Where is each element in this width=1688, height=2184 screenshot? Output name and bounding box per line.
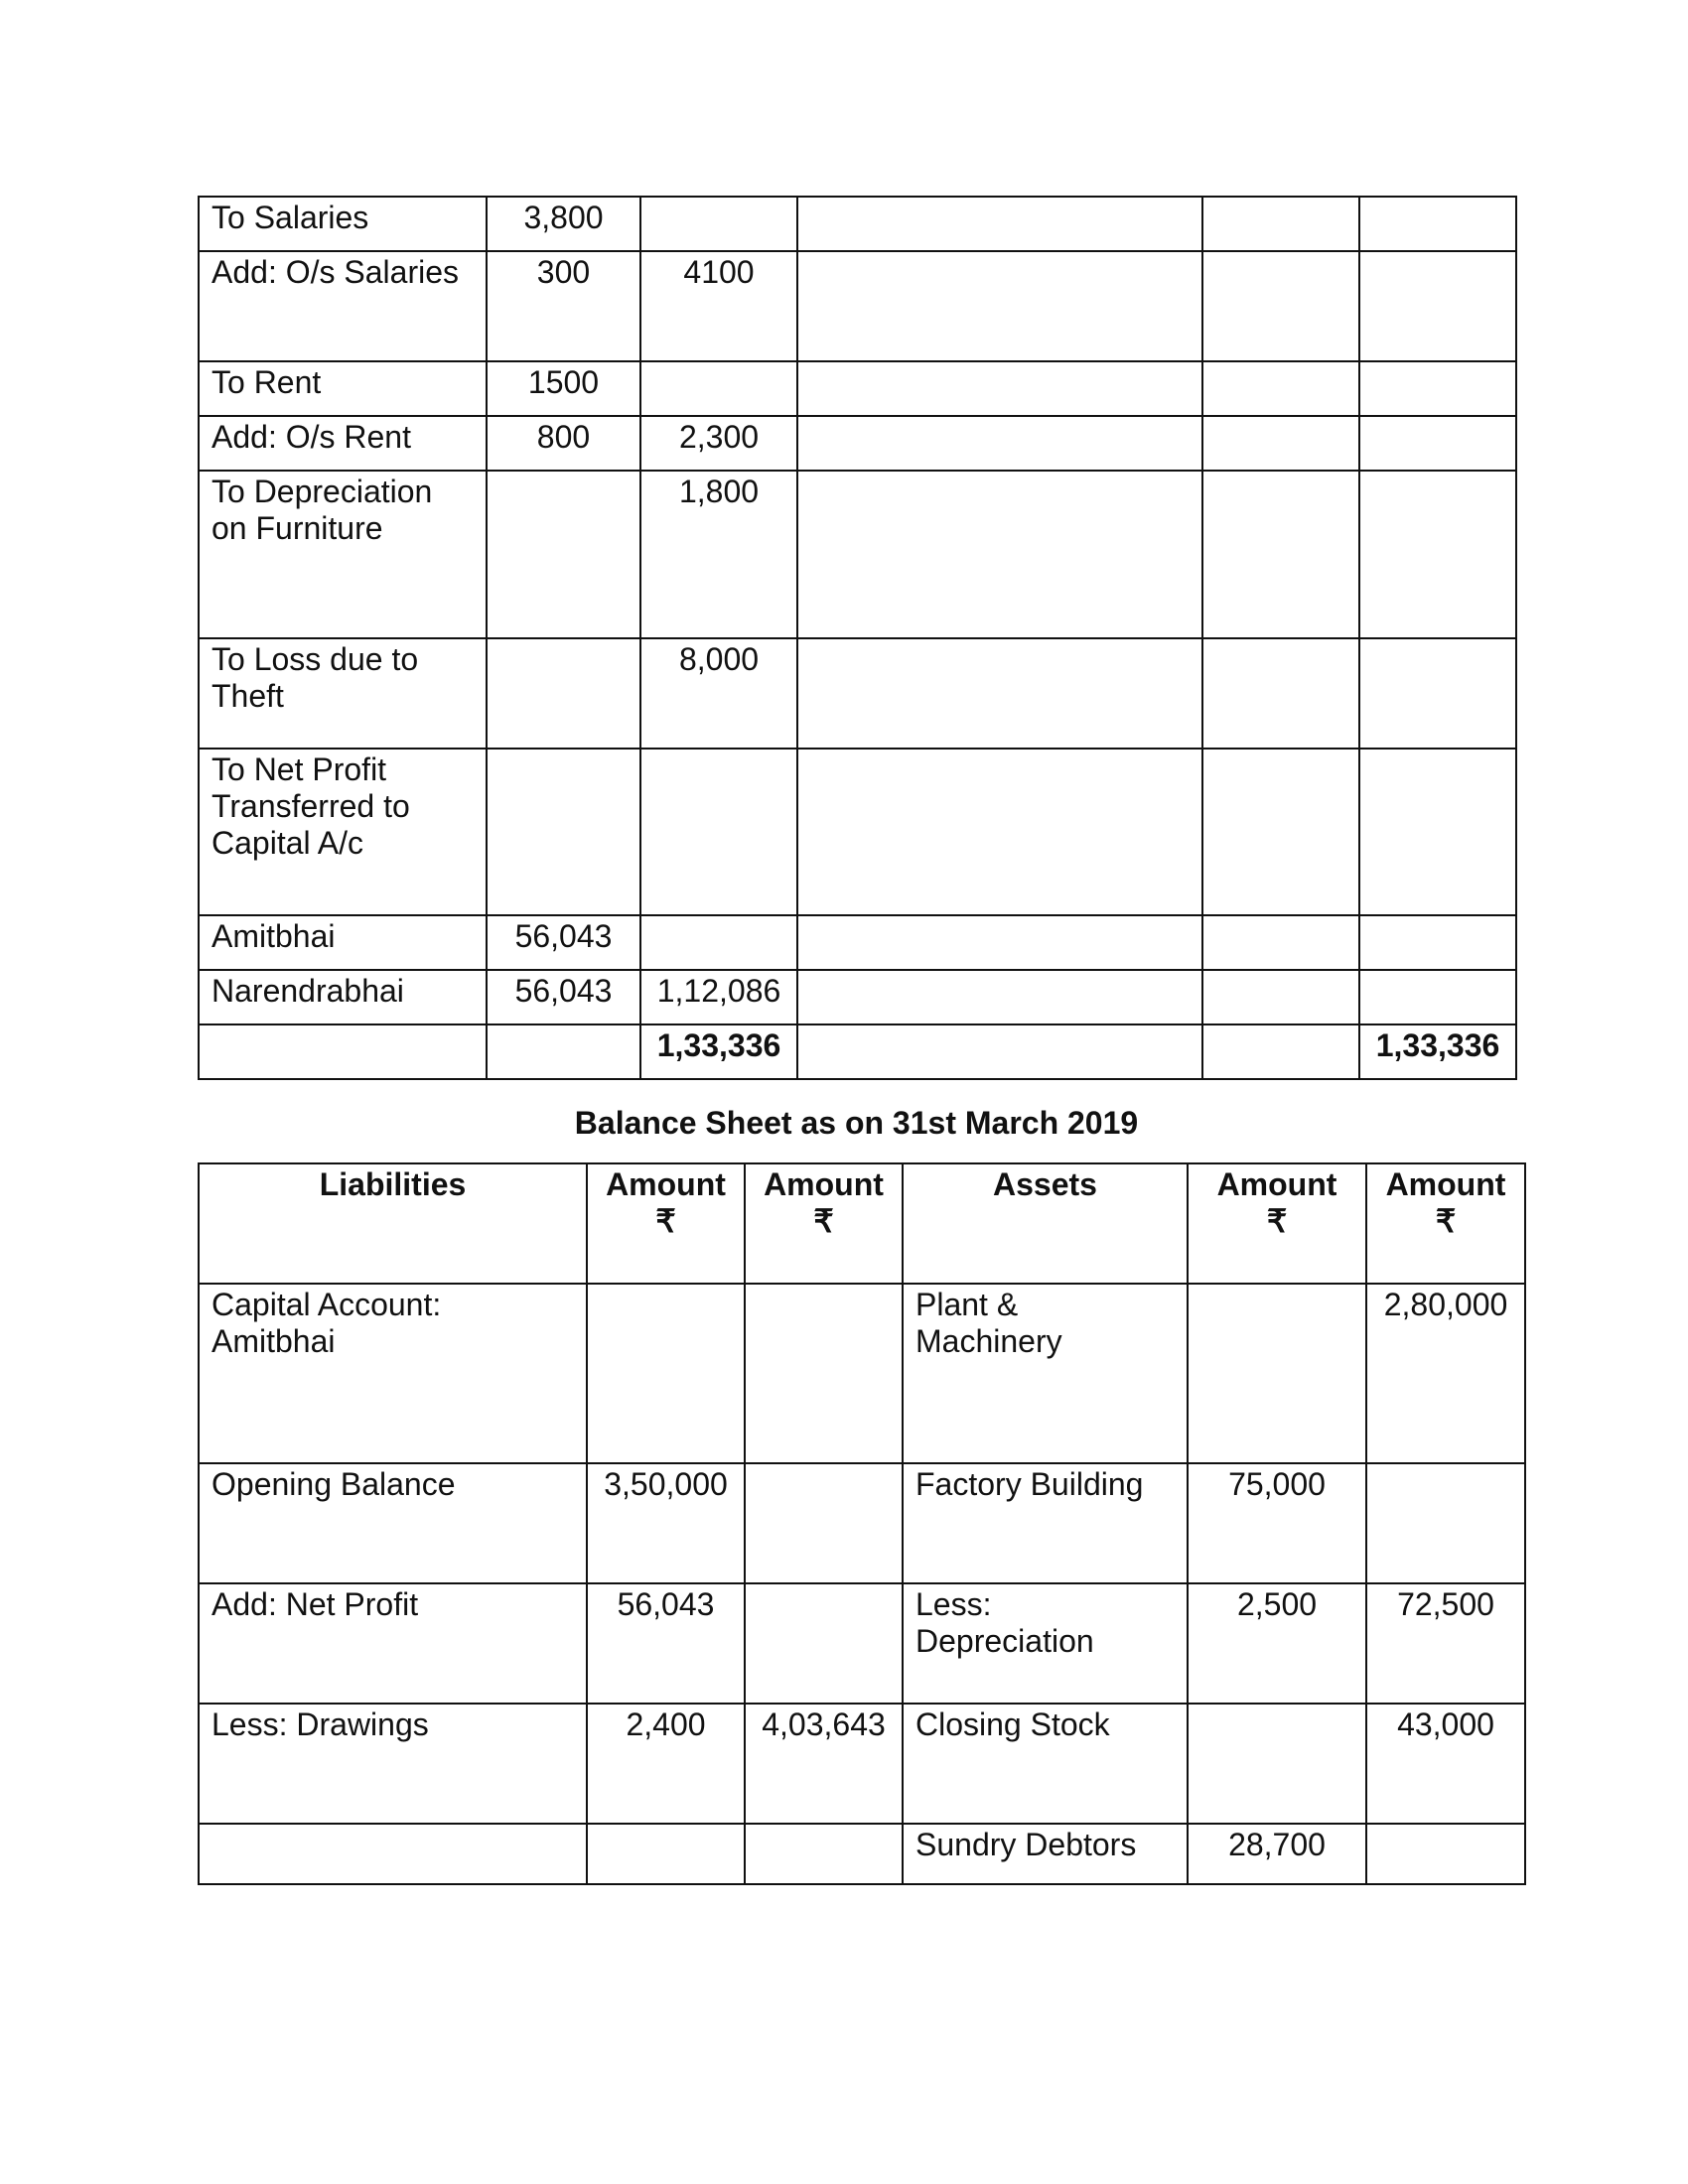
total-row (199, 1024, 1516, 1079)
amount-header: Amount ₹ (587, 1163, 745, 1284)
empty-cell (1359, 638, 1516, 749)
amount-cell: 2,80,000 (1366, 1284, 1525, 1463)
assets-header: Assets (903, 1163, 1188, 1284)
empty-cell (1202, 638, 1359, 749)
particulars-cell: To Salaries (199, 197, 487, 251)
amount-cell: 56,043 (487, 970, 640, 1024)
asset-cell: Factory Building (903, 1463, 1188, 1583)
profit-loss-table (198, 196, 1517, 1080)
amount-header: Amount ₹ (745, 1163, 903, 1284)
empty-cell (1359, 361, 1516, 416)
amount-cell: 75,000 (1188, 1463, 1366, 1583)
empty-cell (1202, 1024, 1359, 1079)
amount-cell: 1500 (487, 361, 640, 416)
amount-cell (1188, 1284, 1366, 1463)
empty-cell (797, 416, 1202, 471)
amount-cell: 2,500 (1188, 1583, 1366, 1704)
empty-cell (1359, 749, 1516, 915)
total-right-cell: 1,33,336 (1359, 1024, 1516, 1079)
table-row (199, 638, 1516, 749)
amount-header: Amount ₹ (1366, 1163, 1525, 1284)
empty-cell (797, 638, 1202, 749)
amount-cell (1366, 1824, 1525, 1884)
amount-cell: 800 (487, 416, 640, 471)
empty-cell (1202, 416, 1359, 471)
asset-cell: Plant & Machinery (903, 1284, 1188, 1463)
liability-cell (199, 1824, 587, 1884)
empty-cell (1202, 197, 1359, 251)
table-row (199, 1284, 1525, 1463)
particulars-cell: To Depreciation on Furniture (199, 471, 487, 638)
amount-cell: 2,300 (640, 416, 797, 471)
empty-cell (797, 251, 1202, 361)
amount-cell: 56,043 (487, 915, 640, 970)
amount-cell: 28,700 (1188, 1824, 1366, 1884)
amount-cell (745, 1824, 903, 1884)
amount-header: Amount ₹ (1188, 1163, 1366, 1284)
table-row (199, 749, 1516, 915)
liabilities-header: Liabilities (199, 1163, 587, 1284)
amount-cell (640, 197, 797, 251)
empty-cell (1359, 251, 1516, 361)
amount-cell (1188, 1704, 1366, 1824)
empty-cell (1359, 970, 1516, 1024)
table-row (199, 471, 1516, 638)
amount-cell: 4,03,643 (745, 1704, 903, 1824)
amount-cell: 4100 (640, 251, 797, 361)
table-row (199, 1583, 1525, 1704)
amount-cell: 2,400 (587, 1704, 745, 1824)
empty-cell (1359, 915, 1516, 970)
table-row (199, 1463, 1525, 1583)
empty-cell (797, 471, 1202, 638)
amount-cell (1366, 1463, 1525, 1583)
asset-cell: Closing Stock (903, 1704, 1188, 1824)
empty-cell (1202, 471, 1359, 638)
table-row (199, 361, 1516, 416)
amount-cell (745, 1284, 903, 1463)
header-row (199, 1163, 1525, 1284)
empty-cell (487, 1024, 640, 1079)
amount-cell (487, 749, 640, 915)
particulars-cell: To Net Profit Transferred to Capital A/c (199, 749, 487, 915)
liability-cell: Capital Account: Amitbhai (199, 1284, 587, 1463)
amount-cell (745, 1583, 903, 1704)
table-row (199, 197, 1516, 251)
amount-cell: 43,000 (1366, 1704, 1525, 1824)
empty-cell (1202, 361, 1359, 416)
empty-cell (1359, 197, 1516, 251)
table-row (199, 416, 1516, 471)
amount-cell: 300 (487, 251, 640, 361)
liability-cell: Add: Net Profit (199, 1583, 587, 1704)
particulars-cell: Narendrabhai (199, 970, 487, 1024)
amount-cell: 8,000 (640, 638, 797, 749)
amount-cell: 3,50,000 (587, 1463, 745, 1583)
amount-cell (745, 1463, 903, 1583)
particulars-cell: Amitbhai (199, 915, 487, 970)
amount-cell (640, 361, 797, 416)
amount-cell (587, 1284, 745, 1463)
empty-cell (1202, 749, 1359, 915)
asset-cell: Sundry Debtors (903, 1824, 1188, 1884)
asset-cell: Less: Depreciation (903, 1583, 1188, 1704)
balance-sheet-title: Balance Sheet as on 31st March 2019 (574, 1105, 1139, 1141)
amount-cell: 72,500 (1366, 1583, 1525, 1704)
amount-cell (640, 749, 797, 915)
total-left-cell: 1,33,336 (640, 1024, 797, 1079)
amount-cell (587, 1824, 745, 1884)
amount-cell (487, 638, 640, 749)
amount-cell: 1,12,086 (640, 970, 797, 1024)
particulars-cell: Add: O/s Salaries (199, 251, 487, 361)
amount-cell: 1,800 (640, 471, 797, 638)
amount-cell: 56,043 (587, 1583, 745, 1704)
empty-cell (1202, 915, 1359, 970)
empty-cell (797, 361, 1202, 416)
table-row (199, 970, 1516, 1024)
amount-cell (487, 471, 640, 638)
empty-cell (1359, 416, 1516, 471)
particulars-cell: To Loss due to Theft (199, 638, 487, 749)
empty-cell (797, 1024, 1202, 1079)
table-row (199, 1704, 1525, 1824)
empty-cell (1202, 251, 1359, 361)
amount-cell: 3,800 (487, 197, 640, 251)
empty-cell (1359, 471, 1516, 638)
empty-cell (1202, 970, 1359, 1024)
liability-cell: Opening Balance (199, 1463, 587, 1583)
empty-cell (797, 197, 1202, 251)
balance-sheet-table (198, 1162, 1526, 1885)
liability-cell: Less: Drawings (199, 1704, 587, 1824)
table-row (199, 1824, 1525, 1884)
empty-cell (797, 915, 1202, 970)
empty-cell (797, 970, 1202, 1024)
amount-cell (640, 915, 797, 970)
table-row (199, 251, 1516, 361)
particulars-cell: Add: O/s Rent (199, 416, 487, 471)
empty-cell (199, 1024, 487, 1079)
table-row (199, 915, 1516, 970)
empty-cell (797, 749, 1202, 915)
particulars-cell: To Rent (199, 361, 487, 416)
